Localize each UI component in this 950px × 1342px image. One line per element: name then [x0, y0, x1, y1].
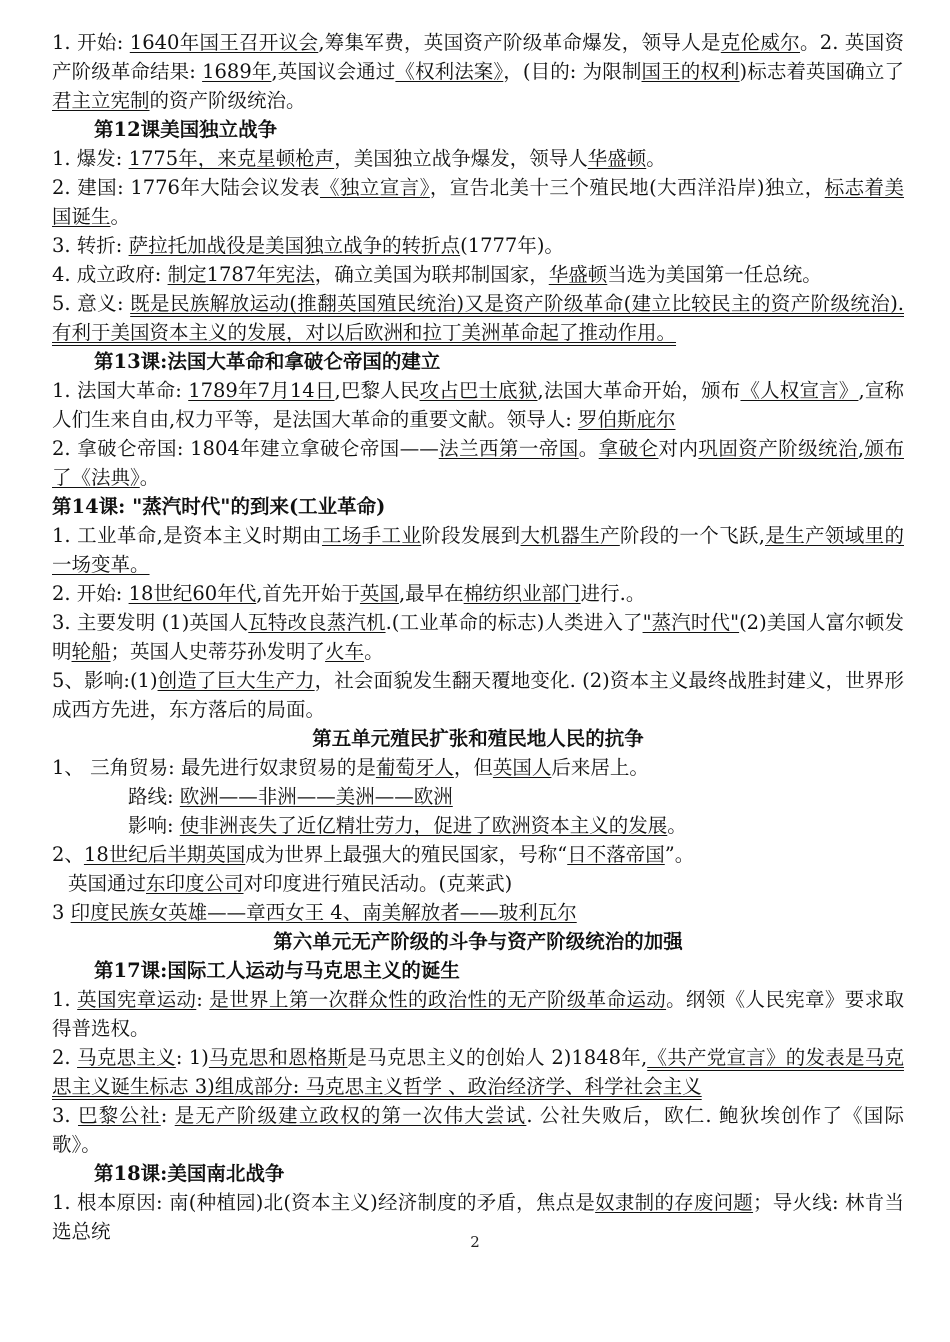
- underlined-text: 是无产阶级建立政权的第一次伟大尝试: [174, 1104, 527, 1127]
- underlined-text: "蒸汽时代": [642, 611, 740, 634]
- text-run: 第14课: "蒸汽时代"的到来(工业革命): [52, 495, 386, 518]
- paragraph: [52, 666, 904, 724]
- underlined-text: 1689年: [202, 60, 272, 83]
- paragraph: [52, 840, 904, 869]
- paragraph: [52, 28, 904, 115]
- underlined-text: 是世界上第一次群众性的政治性的无产阶级革命运动: [209, 988, 667, 1011]
- text-run: 第18课:美国南北战争: [94, 1162, 285, 1185]
- text-run: ，(目的: 为限制: [503, 60, 642, 83]
- text-run: ,巴黎人民: [334, 379, 420, 402]
- paragraph: [52, 231, 904, 260]
- text-run: 对印度进行殖民活动。(克莱武): [243, 872, 513, 895]
- underlined-text: 《权利法案》: [395, 60, 504, 83]
- underlined-text: 东印度公司: [146, 872, 244, 895]
- underlined-text: 火车: [325, 640, 365, 663]
- underlined-text: 国王的权利: [641, 60, 740, 83]
- text-run: 2、: [52, 843, 84, 866]
- page-number: 2: [470, 1233, 480, 1251]
- underlined-text: 既是民族解放运动(推翻英国殖民统治)又是资产阶级革命(建立比较民主的资产阶级统治).有利于美国资本主义的发展，对以后欧洲和拉丁美洲革命起了推动作用。: [52, 292, 904, 344]
- lesson-heading: [52, 115, 904, 144]
- text-run: 1. 爆发:: [52, 147, 129, 170]
- text-run: 1、 三角贸易: 最先进行奴隶贸易的是: [52, 756, 376, 779]
- paragraph: [52, 985, 904, 1043]
- text-run: 1. 开始:: [52, 31, 130, 54]
- underlined-text: 英国: [359, 582, 399, 605]
- underlined-text: 工场手工业: [321, 524, 422, 547]
- text-run: ，社会面貌发生翻天覆地变化. (2)资本主义最终战胜封建义，世界形成西方先进，东方落后的局面。: [52, 669, 904, 721]
- text-run: ；导火线: 林肯当选总统: [52, 1191, 904, 1243]
- text-run: . 公社失败后，欧仁. 鲍狄埃创作了《国际歌》。: [52, 1104, 904, 1156]
- underlined-text: 巴黎公社: [78, 1104, 161, 1127]
- underlined-text: 制定: [167, 263, 207, 286]
- underlined-text: 轮船: [71, 640, 111, 663]
- paragraph: [52, 289, 904, 347]
- text-run: 4. 成立政府:: [52, 263, 168, 286]
- text-run: 阶段的一个飞跃,: [619, 524, 765, 547]
- text-run: 第12课美国独立战争: [94, 118, 278, 141]
- paragraph: [52, 144, 904, 173]
- text-run: ,宣称人们生来自由,权力平等，是法国大革命的重要文献。领导人:: [52, 379, 904, 431]
- paragraph: [52, 173, 904, 231]
- document-body: [52, 28, 904, 1246]
- text-run: 2. 拿破仑帝国: 1804年建立拿破仑帝国——: [52, 437, 439, 460]
- text-run: 成为世界上最强大的殖民国家，号称“: [245, 843, 568, 866]
- text-run: 。: [667, 814, 687, 837]
- paragraph: [52, 898, 904, 927]
- text-run: : 1): [175, 1046, 209, 1069]
- text-run: ；英国人史蒂芬孙发明了: [110, 640, 326, 663]
- text-run: (1777年)。: [460, 234, 564, 257]
- underlined-text: 罗伯斯庇尔: [577, 408, 676, 431]
- paragraph: [52, 260, 904, 289]
- text-run: ，确立美国为联邦制国家，: [314, 263, 549, 286]
- text-run: ,英国议会通过: [271, 60, 396, 83]
- text-run: ，宣告北美十三个殖民地(大西洋沿岸)独立，: [429, 176, 825, 199]
- underlined-text: 颁布了《法典》: [52, 437, 904, 489]
- text-run: 路线:: [128, 785, 180, 808]
- underlined-text: 华盛顿: [587, 147, 647, 170]
- underlined-text: 欧洲——非洲——美洲——欧洲: [179, 785, 453, 808]
- text-run: 3.: [52, 1104, 78, 1127]
- underlined-text: 《共产党宣言》的发表是马克思主义诞生标志 3)组成部分: 马克思主义哲学 、政治经济学、科学社会主义: [52, 1046, 904, 1098]
- text-run: 3: [52, 901, 71, 924]
- text-run: 进行.。: [580, 582, 646, 605]
- paragraph: [52, 1101, 904, 1159]
- text-run: 第17课:国际工人运动与马克思主义的诞生: [94, 959, 460, 982]
- underlined-text: 大机器生产: [520, 524, 620, 547]
- text-run: ”。: [664, 843, 695, 866]
- text-run: 2. 开始:: [52, 582, 129, 605]
- text-run: 对内: [658, 437, 699, 460]
- text-run: :: [196, 988, 210, 1011]
- underlined-text: 使非洲丧失了近亿精壮劳力，促进了欧洲资本主义的发展: [179, 814, 668, 837]
- text-run: 。: [364, 640, 384, 663]
- underlined-text: 瓦特改良蒸汽机: [248, 611, 386, 634]
- paragraph: [52, 579, 904, 608]
- text-run: 1.: [52, 988, 78, 1011]
- text-run: 第五单元殖民扩张和殖民地人民的抗争: [312, 727, 644, 750]
- text-run: 。2. 英国资产阶级革命结果:: [52, 31, 904, 83]
- text-run: (2)美国人富尔顿发明: [52, 611, 904, 663]
- underlined-text: 攻占巴士底狱: [419, 379, 538, 402]
- text-run: 1. 工业革命,是资本主义时期由: [52, 524, 322, 547]
- text-run: 。: [139, 466, 160, 489]
- text-run: ,筹集军费，英国资产阶级革命爆发，领导人是: [318, 31, 721, 54]
- text-run: 2. 建国: 1776年大陆会议发表: [52, 176, 320, 199]
- text-run: 阶段发展到: [421, 524, 521, 547]
- underlined-text: 是生产领域里的一场变革。: [52, 524, 904, 576]
- text-run: 3. 转折:: [52, 234, 129, 257]
- text-run: ，美国独立战争爆发，领导人: [334, 147, 588, 170]
- underlined-text: 拿破仑: [598, 437, 659, 460]
- text-run: ,首先开始于: [256, 582, 360, 605]
- lesson-heading: [52, 1159, 904, 1188]
- text-run: 是马克思主义的创始人 2)1848年,: [347, 1046, 648, 1069]
- underlined-text: 英国人: [492, 756, 552, 779]
- underlined-text: 18世纪60年代: [128, 582, 257, 605]
- underlined-text: 1789年7月14日: [188, 379, 335, 402]
- underlined-text: 英国宪章运动: [77, 988, 197, 1011]
- underlined-text: 法兰西第一帝国: [438, 437, 579, 460]
- underlined-text: 18世纪后半期英国: [83, 843, 246, 866]
- paragraph: [52, 753, 904, 782]
- underlined-text: 奴隶制的存废问题: [595, 1191, 754, 1214]
- underlined-text: 印度民族女英雄——章西女王 4、南美解放者——玻利瓦尔: [70, 901, 577, 924]
- underlined-text: 《人权宣言》: [740, 379, 859, 402]
- text-run: ，但: [453, 756, 493, 779]
- text-run: ,法国大革命开始，颁布: [537, 379, 741, 402]
- paragraph: [52, 434, 904, 492]
- paragraph: [52, 521, 904, 579]
- underlined-text: 君主立宪制: [52, 89, 150, 112]
- underlined-text: 日不落帝国: [567, 843, 665, 866]
- unit-heading: [52, 927, 904, 956]
- underlined-text: 1787年宪法: [206, 263, 315, 286]
- underlined-text: 克伦威尔: [720, 31, 800, 54]
- text-run: 5、影响:(1): [52, 669, 158, 692]
- underlined-text: 标志着美国诞生: [52, 176, 904, 228]
- underlined-text: 马克思主义: [77, 1046, 176, 1069]
- text-run: .(工业革命的标志)人类进入了: [385, 611, 643, 634]
- paragraph: [52, 1043, 904, 1101]
- text-run: 3. 主要发明 (1)英国人: [52, 611, 249, 634]
- underlined-text: 华盛顿: [548, 263, 608, 286]
- underlined-text: 棉纺织业部门: [463, 582, 581, 605]
- unit-heading: [52, 724, 904, 753]
- underlined-text: 葡萄牙人: [375, 756, 454, 779]
- underlined-text: 创造了巨大生产力: [157, 669, 315, 692]
- text-run: 第六单元无产阶级的斗争与资产阶级统治的加强: [273, 930, 683, 953]
- lesson-heading: [52, 956, 904, 985]
- sub-paragraph: [52, 811, 904, 840]
- text-run: 后来居上。: [551, 756, 649, 779]
- underlined-text: 马克思和恩格斯: [208, 1046, 348, 1069]
- section-heading: [52, 492, 904, 521]
- text-run: 5. 意义:: [52, 292, 131, 315]
- text-run: 1. 根本原因: 南(种植园)北(资本主义)经济制度的矛盾，焦点是: [52, 1191, 596, 1214]
- text-run: 。: [646, 147, 666, 170]
- underlined-text: 1640年国王召开议会: [129, 31, 319, 54]
- underlined-text: 萨拉托加战役是美国独立战争的转折点: [128, 234, 461, 257]
- paragraph: [52, 608, 904, 666]
- underlined-text: 《独立宣言》: [319, 176, 430, 199]
- text-run: 的资产阶级统治。: [149, 89, 306, 112]
- sub-paragraph: [52, 782, 904, 811]
- text-run: ,: [857, 437, 865, 460]
- text-run: 。纲领《人民宪章》要求取得普选权。: [52, 988, 904, 1040]
- underlined-text: 1775年，来克星顿枪声: [128, 147, 335, 170]
- indented-paragraph: [52, 869, 904, 898]
- text-run: )标志着英国确立了: [739, 60, 904, 83]
- text-run: 1. 法国大革命:: [52, 379, 189, 402]
- text-run: 。: [578, 437, 599, 460]
- text-run: ,最早在: [398, 582, 464, 605]
- text-run: 影响:: [128, 814, 180, 837]
- underlined-text: 巩固资产阶级统治: [698, 437, 858, 460]
- text-run: 第13课:法国大革命和拿破仑帝国的建立: [94, 350, 441, 373]
- paragraph: [52, 376, 904, 434]
- lesson-heading: [52, 347, 904, 376]
- text-run: :: [160, 1104, 175, 1127]
- text-run: 。: [110, 205, 131, 228]
- text-run: 2.: [52, 1046, 78, 1069]
- text-run: 当选为美国第一任总统。: [607, 263, 822, 286]
- text-run: 英国通过: [68, 872, 147, 895]
